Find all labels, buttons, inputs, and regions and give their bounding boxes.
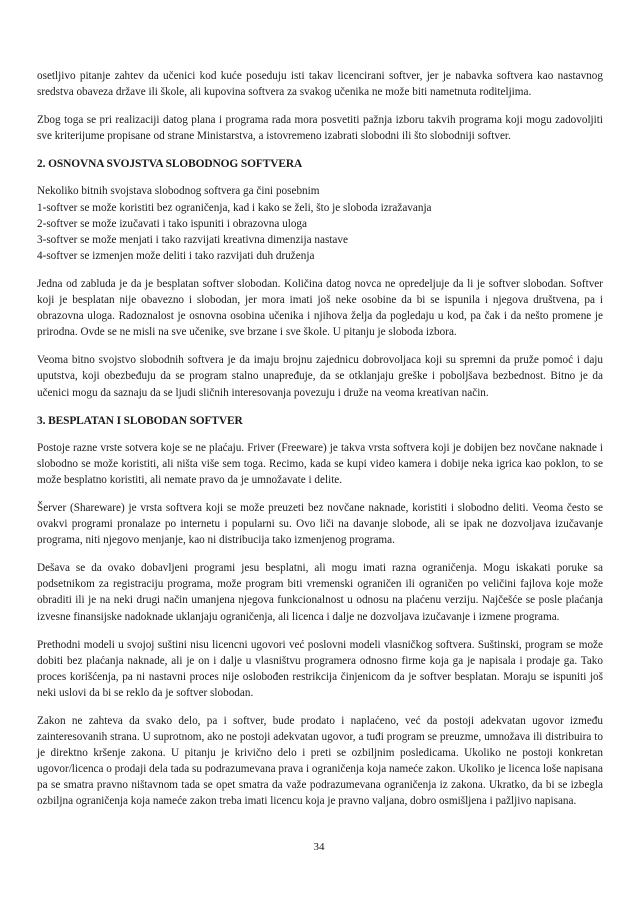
paragraph: Prethodni modeli u svojoj suštini nisu licencni ugovori već poslovni modeli vlasničkog softvera. Suštinski, program se može dobiti bez plaćanja naknade, ali je on i dalje u vlasništvu programera odnosno firme koja ga je napisala i prodaje ga. Tako proces korišćenja, pa ni nastavni proces nije oslobođen restrikcija činjenicom da je softver besplatan. Moraju se ispuniti još neki uslovi da bi se reklo da je softver slobodan. — [37, 638, 603, 699]
paragraph: Jedna od zabluda je da je besplatan softver slobodan. Količina datog novca ne opredeljuje da li je softver slobodan. Softver koji je besplatan nije obavezno i slobodan, jer mora imati još neke osobine da bi se ispunila i njegova društvena, pa i obrazovna uloga. Radoznalost je osnovna osobina učenika i njihova želja da pogledaju u kod, pa čak i da nešto promene je prirodna. Ovde se ne misli na sve učenike, sve brzane i sve škole. U pitanju je sloboda izbora. — [37, 277, 603, 339]
page-number: 34 — [313, 841, 325, 853]
list-item: Nekoliko bitnih svojstava slobodnog softvera ga čini posebnim — [37, 185, 320, 198]
section-osnovna-svojstva — [37, 156, 603, 400]
paragraph: Šerver (Shareware) je vrsta softvera koji se može preuzeti bez novčane naknade, koristiti i slobodno deliti. Veoma često se ovakvi programi pronalaze po internetu i popularni su. Ovo liči na davanje slobode, ali se ipak ne dozvoljava izučavanje programa, niti njegovo menjanje, kao ni distribucija tako izmenjenog programa. — [37, 501, 603, 547]
list-item: 1-softver se može koristiti bez ograničenja, kad i kako se želi, što je sloboda izražavanja — [37, 201, 432, 214]
list-item: 4-softver se izmenjen može deliti i tako razvijati duh druženja — [37, 249, 315, 262]
paragraph: Postoje razne vrste sotvera koje se ne plaćaju. Friver (Freeware) je takva vrsta softvera koji je dobijen bez novčane naknade i slobodno se može koristiti, ali ništa više sem toga. Recimo, kada se kupi video kamera i dobije neka igrica kao poklon, to se može besplatno koristiti, ali nemate pravo da je umnožavate i delite. — [37, 441, 603, 486]
page-body — [37, 68, 603, 822]
section-besplatan-softver — [37, 413, 603, 810]
paragraph: osetljivo pitanje zahtev da učenici kod kuće poseduju isti takav licencirani softver, jer je nabavka softvera kao nastavnog sredstva obaveza države ili škole, ali kupovina softvera za svakog učenika ne može biti nametnuta roditeljima. — [37, 70, 603, 99]
properties-list — [37, 183, 603, 263]
section-heading: 3. BESPLATAN I SLOBODAN SOFTVER — [37, 414, 243, 427]
paragraph: Zbog toga se pri realizaciji datog plana i programa rada mora posvetiti pažnja izboru takvih programa koji mogu zadovoljiti sve kriterijume propisane od strane Ministarstva, a istovremeno izabrati slobodni ili što slobodniji softver. — [37, 114, 603, 143]
section-heading: 2. OSNOVNA SVOJSTVA SLOBODNOG SOFTVERA — [37, 158, 303, 171]
paragraph: Veoma bitno svojstvo slobodnih softvera je da imaju brojnu zajednicu dobrovoljaca koji su spremni da pruže pomoć i daju uputstva, koji obezbeđuju da se program stalno unapređuje, da se otklanjaju greške i poboljšava bezbednost. Bitno je da učenici mogu da saznaju da se ljudi sličnih interesovanja povezuju i druže na veoma kreativan način. — [37, 354, 603, 399]
list-item: 2-softver se može izučavati i tako ispuniti i obrazovna uloga — [37, 217, 307, 230]
list-item: 3-softver se može menjati i tako razvijati kreativna dimenzija nastave — [37, 233, 348, 246]
paragraph: Zakon ne zahteva da svako delo, pa i softver, bude prodato i naplaćeno, već da postoji adekvatan ugovor između zainteresovanih strana. U suprotnom, ako ne postoji adekvatan ugovor, a tuđi program se preuzme, umnožava ili distribuira to je direktno kršenje zakona. U pitanju je krivično delo i preti se ozbiljnim posledicama. Ukoliko ne postoji konkretan ugovor/licenca o prodaji dela tada su podrazumevana prava i ograničenja koja nameće zakon. Ukoliko je licenca loše napisana pa se smatra pravno ništavnom tada se opet smatra da važe podrazumevana ograničenja iz zakona. Ukratko, da bi se izbegla ozbiljna ograničenja koja nameće zakon treba imati licencu koja je pravno valjana, dobro osmišljena i pažljivo napisana. — [37, 715, 603, 808]
paragraph: Dešava se da ovako dobavljeni programi jesu besplatni, ali mogu imati razna ograničenja. Mogu iskakati poruke sa podsetnikom za registraciju programa, može program biti vremenski ograničen ili ograničen po veličini fajlova koje može obraditi ili je na neki drugi način umanjena njegova funkcionalnost u odnosu na plaćenu verziju. Najčešće se posle plaćanja izvesne finansijske nadoknade uklanjaju ograničenja, ali licenca i dalje ne dozvoljava izučavanje i izmene programa. — [37, 562, 603, 623]
section-intro — [37, 68, 603, 144]
